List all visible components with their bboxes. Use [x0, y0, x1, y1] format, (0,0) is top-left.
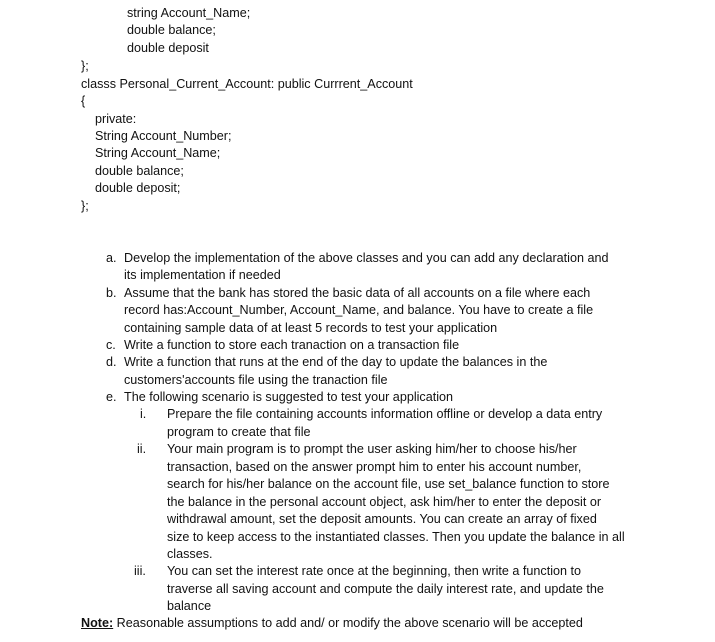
- task-line: Assume that the bank has stored the basic data of all accounts on a file where each: [124, 286, 591, 300]
- code-line: };: [81, 59, 89, 73]
- code-line: double balance;: [95, 164, 184, 178]
- subtask-line: You can set the interest rate once at the beginning, then write a function to: [167, 564, 582, 578]
- subtask-line: transaction, based on the answer prompt him to enter his account number,: [167, 460, 582, 474]
- task-line: its implementation if needed: [124, 268, 281, 282]
- task-line: Write a function to store each tranaction on a transaction file: [124, 338, 460, 352]
- subtask-line: withdrawal amount, set the deposit amounts. You can create an array of fixed: [167, 512, 597, 526]
- subtask-marker: i.: [140, 407, 147, 421]
- note: [81, 615, 583, 632]
- note-label: Note:: [81, 616, 114, 630]
- code-line: double deposit: [127, 41, 209, 55]
- task-line: customers'accounts file using the tranaction file: [124, 373, 388, 387]
- subtask-line: Your main program is to prompt the user asking him/her to choose his/her: [167, 442, 577, 456]
- subtask-line: search for his/her balance on the account file, use set_balance function to store: [167, 477, 610, 491]
- task-marker: d.: [106, 355, 117, 369]
- code-line: string Account_Name;: [127, 6, 251, 20]
- task-line: containing sample data of at least 5 records to test your application: [124, 321, 498, 335]
- subtask-marker: iii.: [134, 564, 146, 578]
- task-line: Develop the implementation of the above classes and you can add any declaration and: [124, 251, 609, 265]
- subtask-line: balance: [167, 599, 212, 613]
- code-line: classs Personal_Current_Account: public Currrent_Account: [81, 77, 413, 91]
- task-line: Write a function that runs at the end of the day to update the balances in the: [124, 355, 548, 369]
- code-line: String Account_Number;: [95, 129, 232, 143]
- task-marker: e.: [106, 390, 117, 404]
- code-line: double balance;: [127, 23, 216, 37]
- code-line: String Account_Name;: [95, 146, 221, 160]
- task-marker: c.: [106, 338, 116, 352]
- task-line: record has:Account_Number, Account_Name, and balance. You have to create a file: [124, 303, 594, 317]
- code-line: double deposit;: [95, 181, 181, 195]
- subtask-line: program to create that file: [167, 425, 311, 439]
- subtask-line: classes.: [167, 547, 213, 561]
- subtask-line: traverse all saving account and compute the daily interest rate, and update the: [167, 582, 604, 596]
- subtask-line: the balance in the personal account object, ask him/her to enter the deposit or: [167, 495, 602, 509]
- task-line: The following scenario is suggested to test your application: [124, 390, 454, 404]
- subtask-line: size to keep access to the instantiated classes. Then you update the balance in all: [167, 530, 625, 544]
- subtask-marker: ii.: [137, 442, 147, 456]
- subtask-line: Prepare the file containing accounts information offline or develop a data entry: [167, 407, 603, 421]
- task-marker: b.: [106, 286, 117, 300]
- code-line: };: [81, 199, 89, 213]
- code-line: {: [81, 94, 86, 108]
- code-line: private:: [95, 112, 137, 126]
- note-text: Reasonable assumptions to add and/ or modify the above scenario will be accepted: [113, 616, 583, 630]
- task-marker: a.: [106, 251, 117, 265]
